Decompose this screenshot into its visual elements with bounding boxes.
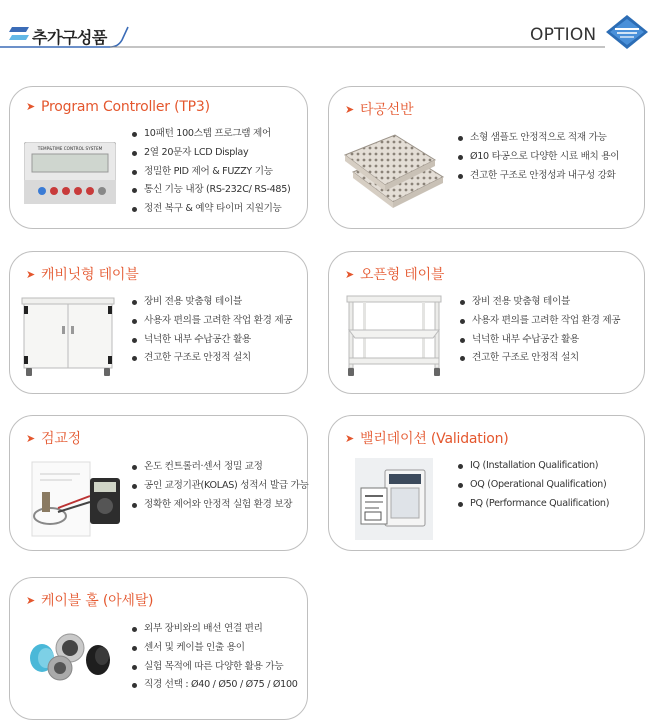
feature-list — [132, 620, 298, 695]
arrow-icon: ➤ — [26, 594, 36, 607]
card-title: 캐비닛형 테이블 — [41, 267, 139, 283]
arrow-icon: ➤ — [26, 432, 36, 445]
card-program-controller — [9, 86, 308, 229]
page-header — [0, 0, 655, 60]
list-item: 정밀한 PID 제어 & FUZZY 기능 — [132, 163, 290, 182]
card-title: 밸리데이션 (Validation) — [360, 431, 509, 447]
feature-list — [132, 293, 292, 368]
arrow-icon: ➤ — [26, 268, 36, 281]
perforated-shelf-image — [343, 127, 445, 219]
card-title: 오픈형 테이블 — [360, 267, 445, 283]
brand-logo-icon — [604, 14, 650, 50]
arrow-icon: ➤ — [345, 268, 355, 281]
card-calibration — [9, 415, 308, 551]
feature-list — [132, 125, 290, 219]
arrow-icon: ➤ — [345, 432, 355, 445]
feature-list — [132, 458, 309, 514]
feature-list — [458, 457, 609, 513]
card-cabinet-table — [9, 251, 308, 394]
cable-hole-image — [26, 626, 120, 686]
option-label: OPTION — [530, 25, 597, 45]
list-item: 넉넉한 내부 수납공간 활용 — [132, 331, 292, 350]
list-item: 10패턴 100스텝 프로그램 제어 — [132, 125, 290, 144]
list-item: 정전 복구 & 예약 타이머 지원기능 — [132, 200, 290, 219]
card-title: Program Controller (TP3) — [41, 99, 210, 115]
list-item: 견고한 구조로 안정적 설치 — [132, 349, 292, 368]
list-item: 장비 전용 맞춤형 테이블 — [460, 293, 620, 312]
card-open-table — [328, 251, 645, 394]
list-item: IQ (Installation Qualification) — [458, 457, 609, 476]
list-item: 사용자 편의를 고려한 작업 환경 제공 — [132, 312, 292, 331]
list-item: 소형 샘플도 안정적으로 적재 가능 — [458, 129, 619, 148]
card-title: 검교정 — [41, 431, 82, 447]
list-item: PQ (Performance Qualification) — [458, 495, 609, 514]
list-item: Ø10 타공으로 다양한 시료 배치 용이 — [458, 148, 619, 167]
page-title: 추가구성품 — [32, 28, 107, 47]
arrow-icon: ➤ — [26, 100, 36, 113]
feature-list — [460, 293, 620, 368]
list-item: OQ (Operational Qualification) — [458, 476, 609, 495]
feature-list — [458, 129, 619, 185]
card-validation — [328, 415, 645, 551]
list-item: 견고한 구조로 안정적 설치 — [460, 349, 620, 368]
list-item: 장비 전용 맞춤형 테이블 — [132, 293, 292, 312]
list-item: 실험 목적에 따른 다양한 활용 가능 — [132, 658, 298, 677]
open-table-image — [345, 294, 443, 384]
list-item: 통신 기능 내장 (RS-232C/ RS-485) — [132, 181, 290, 200]
list-item: 외부 장비와의 배선 연결 편리 — [132, 620, 298, 639]
list-item: 직경 선택 : Ø40 / Ø50 / Ø75 / Ø100 — [132, 676, 298, 695]
validation-document-image — [355, 458, 433, 540]
card-perforated-shelf — [328, 86, 645, 229]
list-item: 넉넉한 내부 수납공간 활용 — [460, 331, 620, 350]
calibration-equipment-image — [28, 456, 124, 540]
list-item: 온도 컨트롤러·센서 정밀 교정 — [132, 458, 309, 477]
list-item: 공인 교정기관(KOLAS) 성적서 발급 가능 — [132, 477, 309, 496]
card-title: 케이블 홀 (아세탈) — [41, 593, 154, 609]
card-cable-hole — [9, 577, 308, 720]
list-item: 센서 및 케이블 인출 용이 — [132, 639, 298, 658]
device-label: TEMP&TIME CONTROL SYSTEM — [37, 146, 103, 151]
controller-device-image — [24, 142, 116, 204]
card-title: 타공선반 — [360, 102, 414, 118]
list-item: 2열 20문자 LCD Display — [132, 144, 290, 163]
arrow-icon: ➤ — [345, 103, 355, 116]
cabinet-table-image — [18, 296, 118, 384]
list-item: 사용자 편의를 고려한 작업 환경 제공 — [460, 312, 620, 331]
list-item: 정확한 제어와 안정적 실험 환경 보장 — [132, 496, 309, 515]
list-item: 견고한 구조로 안정성과 내구성 강화 — [458, 167, 619, 186]
